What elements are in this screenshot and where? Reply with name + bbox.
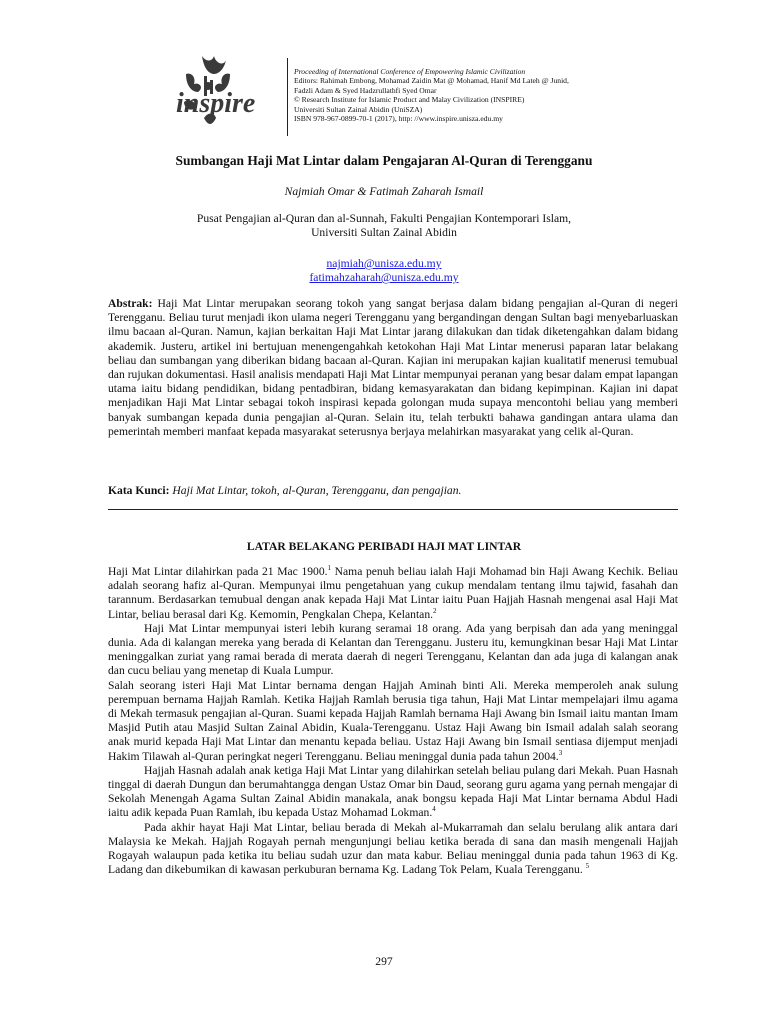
header-conference: Proceeding of International Conference of Empowering Islamic Civilization	[294, 67, 526, 76]
paper-title: Sumbangan Haji Mat Lintar dalam Pengajaran Al-Quran di Terengganu	[175, 153, 593, 168]
keywords-label: Kata Kunci:	[108, 484, 170, 497]
section-heading: LATAR BELAKANG PERIBADI HAJI MAT LINTAR	[246, 540, 522, 553]
header-isbn: ISBN 978-967-0899-70-1 (2017), http: //www.inspire.unisza.edu.my	[294, 114, 503, 124]
paragraph-3-text: Salah seorang isteri Haji Mat Lintar bernama dengan Hajjah Aminah binti Ali. Mereka memperoleh anak sulung perempuan bernama Hajjah Ramlah. Ketika Hajjah Ramlah berusia tiga tahun, Haji Mat Lintar mempelajari ilmu agama di Mekah termasuk pengajian al-Quran. Suami kepada Hajjah Ramlah bernama Haji Awang bin Ismail iaitu mantan Imam Masjid Putih atau Masjid Sultan Zainal Abidin, Kuala-Terengganu. Ustaz Haji Awang bin Ismail adalah salah seorang anak murid kepada Haji Mat Lintar dan menantu kepada beliau. Ustaz Haji Awang bin Ismail sentiasa dijemput menjadi Hakim Tilawah al-Quran peringkat negeri Terengganu. Beliau meninggal dunia pada tahun 2004.	[108, 678, 678, 763]
footnote-ref-4[interactable]: 4	[432, 805, 436, 814]
section-divider	[108, 509, 678, 510]
section-body	[108, 565, 678, 877]
keywords-text: Haji Mat Lintar, tokoh, al-Quran, Terengganu, dan pengajian.	[172, 484, 462, 497]
header-divider	[287, 58, 288, 136]
logo-text: inspire	[176, 88, 256, 119]
footnote-ref-2[interactable]: 2	[433, 606, 437, 615]
header-copyright: © Research Institute for Islamic Product and Malay Civilization (INSPIRE)	[294, 95, 525, 105]
footnote-ref-3[interactable]: 3	[558, 748, 563, 757]
paragraph-5-text: Pada akhir hayat Haji Mat Lintar, beliau berada di Mekah al-Mukarramah dan selalu berulang alik antara dari Malaysia ke Mekah. Hajjah Rogayah pernah mengunjungi beliau ketika berada di sana dan masih mengenali Hajjah Rogayah walaupun pada ketika itu beliau sudah uzur dan mata kabur. Beliau meninggal dunia pada tahun 1963 di Kg. Ladang dan dikebumikan di kawasan perkuburan bernama Kg. Ladang Tok Pelam, Kuala Terengganu.	[108, 820, 678, 877]
abstract	[108, 297, 678, 439]
email-link-2[interactable]: fatimahzaharah@unisza.edu.my	[309, 271, 459, 284]
paragraph-2: Haji Mat Lintar mempunyai isteri lebih kurang seramai 18 orang. Ada yang berpisah dan ada yang meninggal dunia. Ada di kalangan mereka yang berada di Kelantan dan Terengganu. Justeru itu, kemungkinan besar Haji Mat Lintar meninggalkan zuriat yang ramai berada di merata daerah di negeri Terengganu, Kelantan dan ada juga di kalangan anak dan cucu beliau yang menetap di Kuala Lumpur.	[108, 621, 678, 678]
email-link-1[interactable]: najmiah@unisza.edu.my	[326, 257, 442, 270]
abstract-label: Abstrak:	[108, 297, 153, 310]
proceedings-header	[294, 67, 714, 123]
affiliation-line-1: Pusat Pengajian al-Quran dan al-Sunnah, Fakulti Pengajian Kontemporari Islam,	[196, 212, 572, 225]
inspire-logo-graphic	[174, 52, 284, 142]
header-editors: Editors: Rahimah Embong, Mohamad Zaidin Mat @ Mohamad, Hanif Md Lateh @ Junid,	[294, 76, 569, 86]
header-editors-cont: Fadzli Adam & Syed Hadzrullathfi Syed Omar	[294, 85, 437, 95]
header-university: Universiti Sultan Zainal Abidin (UniSZA)	[294, 104, 423, 114]
paper-affiliation	[0, 212, 768, 240]
paragraph-1	[108, 565, 678, 622]
paragraph-4	[108, 764, 678, 821]
page-number: 297	[375, 955, 393, 968]
footnote-ref-5[interactable]: 5	[585, 862, 590, 871]
paragraph-1-part-b: Nama penuh beliau ialah Haji Mohamad bin Haji Awang Kechik. Beliau adalah seorang hafiz al-Quran. Mempunyai ilmu pengetahuan yang cukup mendalam tentang ilmu tajwid, fasahah dan tarannum. Berdasarkan temubual dengan anak kepada Haji Mat Lintar iaitu Puan Hajjah Hasnah mengenai asal Haji Mat Lintar, beliau berasal dari Kg. Kemomin, Pengkalan Chepa, Kelantan.	[108, 565, 678, 621]
paragraph-4-text: Hajjah Hasnah adalah anak ketiga Haji Mat Lintar yang dilahirkan setelah beliau pulang dari Mekah. Puan Hasnah tinggal di daerah Dungun dan berumahtangga dengan Ustaz Omar bin Daud, seorang guru agama yang pernah mengajar di Sekolah Menengah Agama Sultan Zainal Abidin manakala, anak bongsu kepada Haji Mat Lintar bernama Abdul Hadi iaitu adik kepada Puan Ramlah, ibu kepada Ustaz Mohamad Lokman.	[108, 763, 678, 820]
paragraph-5	[108, 821, 678, 878]
paragraph-3	[108, 679, 678, 764]
paragraph-1-part-a: Haji Mat Lintar dilahirkan pada 21 Mac 1900.	[108, 565, 328, 578]
paper-authors: Najmiah Omar & Fatimah Zaharah Ismail	[284, 185, 484, 198]
footnote-ref-1[interactable]: 1	[327, 564, 332, 573]
inspire-logo	[174, 52, 284, 142]
author-emails	[0, 257, 768, 285]
keywords	[108, 484, 678, 497]
abstract-text: Haji Mat Lintar merupakan seorang tokoh yang sangat berjasa dalam bidang pengajian al-Quran di negeri Terengganu. Beliau turut menjadi ikon ulama negeri Terengganu yang bergandingan dengan Sultan bagi menyebarluaskan ilmu bacaan al-Quran. Namun, kajian berkaitan Haji Mat Lintar jarang dilakukan dan tidak diketengahkan dalam bidang akademik. Justeru, artikel ini bertujuan menengengahkah ketokohan Haji Mat Lintar menerusi paparan latar belakang beliau dan sumbangan yang diberikan bidang bacaan al-Quran. Kajian ini merupakan kajian kualitatif menerusi temubual dan rujukan dokumentasi. Hasil analisis mendapati Haji Mat Lintar mempunyai peranan yang besar dalam empat lapangan utama iaitu bidang pendidikan, bidang pentadbiran, bidang kemasyarakatan dan bidang kepimpinan. Kajian ini dapat menjadikan Haji Mat Lintar sebagai tokoh inspirasi kepada golongan muda supaya mencontohi beliau yang memberi banyak sumbangan kepada dunia pengajian al-Quran. Selain itu, telah terbukti bahawa gandingan antara ulama dan pemerintah memberi manfaat kepada masyarakat seterusnya berjaya melahirkan masyarakat yang celik al-Quran.	[108, 297, 678, 438]
affiliation-line-2: Universiti Sultan Zainal Abidin	[311, 226, 457, 239]
